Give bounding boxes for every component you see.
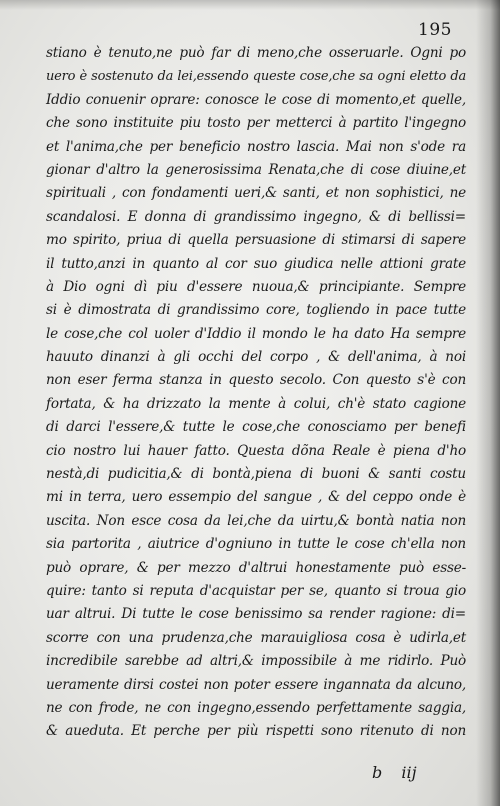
text-line: hauuto dinanzi à gli occhi del corpo , & dell'anima, à noi bbox=[46, 349, 466, 366]
text-line: non eser ferma stanza in questo secolo. Con questo s'è con bbox=[46, 372, 466, 389]
text-line: mi in terra, uero essempio del sangue , & del ceppo onde è bbox=[46, 489, 466, 506]
text-line: le cose,che col uoler d'Iddio il mondo le ha dato Ha sempre bbox=[46, 325, 466, 342]
text-line: che sono instituite piu tosto per metterci à partito l'ingegno bbox=[46, 115, 466, 132]
text-line: scandalosi. E donna di grandissimo ingegno, & di bellissi= bbox=[46, 208, 466, 225]
text-line: uscita. Non esce cosa da lei,che da uirtu,& bontà natia non bbox=[46, 512, 466, 529]
page-edge-shadow bbox=[476, 0, 500, 806]
text-line: il tutto,anzi in quanto al cor suo giudica nelle attioni grate bbox=[46, 255, 466, 272]
text-line: stiano è tenuto,ne può far di meno,che osseruarle. Ogni po bbox=[46, 45, 466, 61]
text-line: scorre con una prudenza,che marauigliosa cosa è udirla,et bbox=[46, 629, 466, 646]
text-line: uero è sostenuto da lei,essendo queste cose,che sa ogni eletto da bbox=[46, 69, 466, 85]
text-line: gionar d'altro la generosissima Renata,che di cose diuine,et bbox=[46, 161, 466, 178]
text-line: et l'anima,che per beneficio nostro lascia. Mai non s'ode ra bbox=[46, 138, 466, 155]
page-top-shadow bbox=[0, 0, 500, 10]
text-line: ne con frode, ne con ingegno,essendo perfettamente saggia, bbox=[46, 699, 466, 716]
text-line: mo spirito, priua di quella persuasione di stimarsi di sapere bbox=[46, 232, 466, 249]
text-line: ueramente dirsi costei non poter essere ingannata da alcuno, bbox=[46, 676, 466, 693]
text-line: à Dio ogni dì piu d'essere nuoua,& principiante. Sempre bbox=[46, 278, 466, 295]
page-number: 195 bbox=[418, 20, 452, 40]
text-line: di darci l'essere,& tutte le cose,che conosciamo per benefi bbox=[46, 419, 466, 436]
text-line: spirituali , con fondamenti ueri,& santi, et non sophistici, ne bbox=[46, 185, 466, 202]
text-line: Iddio conuenir oprare: conosce le cose di momento,et quelle, bbox=[46, 91, 466, 108]
body-text bbox=[46, 42, 466, 744]
text-line: può oprare, & per mezzo d'altrui honestamente può esse- bbox=[46, 559, 466, 576]
text-line: quire: tanto si reputa d'acquistar per se, quanto si troua gio bbox=[46, 582, 466, 599]
text-line: & aueduta. Et perche per più rispetti sono ritenuto di non bbox=[46, 723, 466, 740]
text-line: sia partorita , aiutrice d'ogniuno in tutte le cose ch'ella non bbox=[46, 536, 466, 553]
signature-mark: b iij bbox=[372, 763, 417, 782]
text-line: fortata, & ha drizzato la mente à colui, ch'è stato cagione bbox=[46, 395, 466, 412]
text-line: incredibile sarebbe ad altri,& impossibile à me ridirlo. Può bbox=[46, 653, 466, 670]
text-line: nestà,di pudicitia,& di bontà,piena di buoni & santi costu bbox=[46, 466, 466, 483]
text-line: cio nostro lui hauer fatto. Questa dõna Reale è piena d'ho bbox=[46, 442, 466, 459]
text-line: uar altrui. Di tutte le cose benissimo sa render ragione: di= bbox=[46, 606, 466, 623]
text-line: si è dimostrata di grandissimo core, togliendo in pace tutte bbox=[46, 302, 466, 319]
